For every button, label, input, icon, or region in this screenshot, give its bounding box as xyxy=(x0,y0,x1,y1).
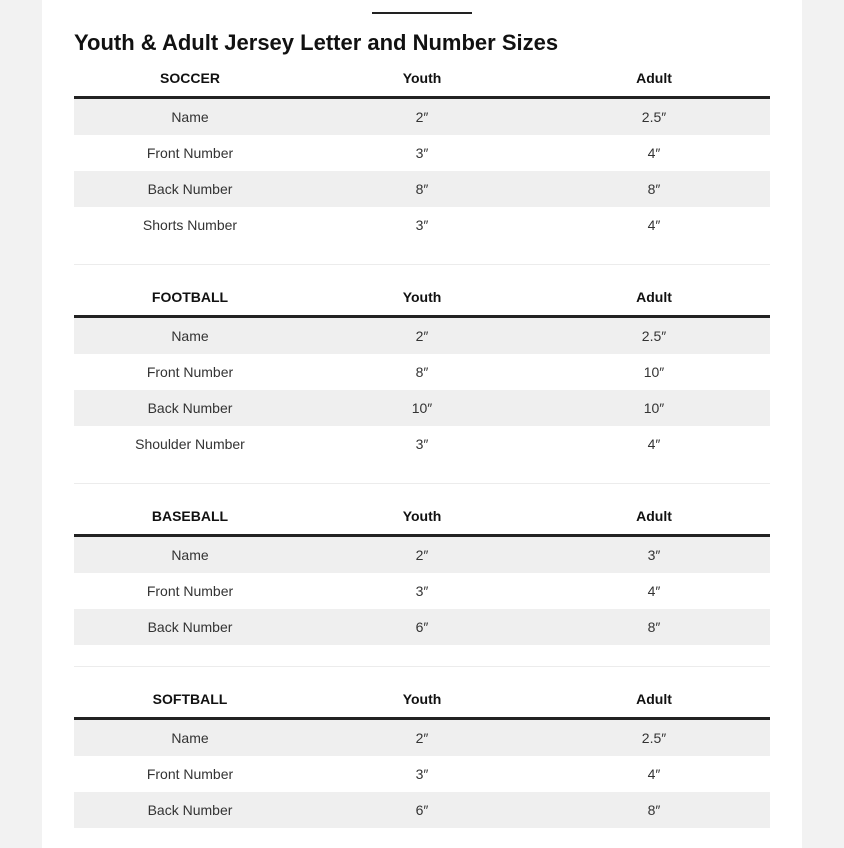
row-label: Front Number xyxy=(146,364,234,380)
youth-size: 10″ xyxy=(411,400,433,416)
youth-size: 2″ xyxy=(415,547,429,563)
adult-size: 8″ xyxy=(647,181,661,197)
content-panel xyxy=(42,0,802,848)
row-label: Back Number xyxy=(147,619,233,635)
table-row xyxy=(74,609,770,645)
youth-size: 3″ xyxy=(415,583,429,599)
adult-size: 3″ xyxy=(647,547,661,563)
softball-size-table xyxy=(74,681,770,828)
table-row xyxy=(74,171,770,207)
youth-size: 3″ xyxy=(415,145,429,161)
soccer-size-table xyxy=(74,60,770,243)
youth-size: 6″ xyxy=(415,802,429,818)
baseball-size-table xyxy=(74,498,770,645)
adult-size: 4″ xyxy=(647,766,661,782)
table-row xyxy=(74,99,770,135)
youth-header: Youth xyxy=(402,70,442,86)
youth-header: Youth xyxy=(402,691,442,707)
youth-size: 8″ xyxy=(415,364,429,380)
row-label: Back Number xyxy=(147,802,233,818)
section-divider xyxy=(74,483,770,484)
table-row xyxy=(74,207,770,243)
table-row xyxy=(74,426,770,462)
section-divider xyxy=(74,264,770,265)
table-header xyxy=(74,681,770,720)
adult-size: 4″ xyxy=(647,583,661,599)
row-label: Name xyxy=(171,109,209,125)
adult-size: 10″ xyxy=(643,400,665,416)
youth-size: 6″ xyxy=(415,619,429,635)
table-row xyxy=(74,537,770,573)
football-size-table xyxy=(74,279,770,462)
table-row xyxy=(74,318,770,354)
adult-size: 4″ xyxy=(647,145,661,161)
adult-header: Adult xyxy=(636,289,672,305)
youth-header: Youth xyxy=(402,289,442,305)
youth-header: Youth xyxy=(402,508,442,524)
table-header xyxy=(74,60,770,99)
adult-header: Adult xyxy=(636,691,672,707)
sport-header: SOCCER xyxy=(160,70,220,86)
row-label: Name xyxy=(171,328,209,344)
sport-header: FOOTBALL xyxy=(151,289,229,305)
row-label: Name xyxy=(171,730,209,746)
youth-size: 3″ xyxy=(415,766,429,782)
row-label: Name xyxy=(171,547,209,563)
adult-size: 4″ xyxy=(647,217,661,233)
row-label: Front Number xyxy=(146,583,234,599)
youth-size: 2″ xyxy=(415,328,429,344)
table-row xyxy=(74,354,770,390)
row-label: Back Number xyxy=(147,181,233,197)
youth-size: 3″ xyxy=(415,436,429,452)
sport-header: SOFTBALL xyxy=(152,691,228,707)
section-divider xyxy=(74,666,770,667)
table-row xyxy=(74,390,770,426)
youth-size: 2″ xyxy=(415,730,429,746)
row-label: Front Number xyxy=(146,766,234,782)
page-title: Youth & Adult Jersey Letter and Number Sizes xyxy=(74,30,559,55)
adult-size: 8″ xyxy=(647,619,661,635)
table-header xyxy=(74,498,770,537)
adult-size: 4″ xyxy=(647,436,661,452)
table-row xyxy=(74,135,770,171)
table-row xyxy=(74,756,770,792)
table-row xyxy=(74,792,770,828)
adult-header: Adult xyxy=(636,508,672,524)
adult-header: Adult xyxy=(636,70,672,86)
table-row xyxy=(74,720,770,756)
adult-size: 10″ xyxy=(643,364,665,380)
adult-size: 2.5″ xyxy=(641,328,667,344)
youth-size: 3″ xyxy=(415,217,429,233)
top-divider xyxy=(372,12,472,14)
adult-size: 2.5″ xyxy=(641,730,667,746)
adult-size: 8″ xyxy=(647,802,661,818)
youth-size: 8″ xyxy=(415,181,429,197)
table-header xyxy=(74,279,770,318)
row-label: Back Number xyxy=(147,400,233,416)
youth-size: 2″ xyxy=(415,109,429,125)
sport-header: BASEBALL xyxy=(151,508,229,524)
row-label: Front Number xyxy=(146,145,234,161)
row-label: Shorts Number xyxy=(142,217,238,233)
table-row xyxy=(74,573,770,609)
adult-size: 2.5″ xyxy=(641,109,667,125)
row-label: Shoulder Number xyxy=(135,436,245,452)
